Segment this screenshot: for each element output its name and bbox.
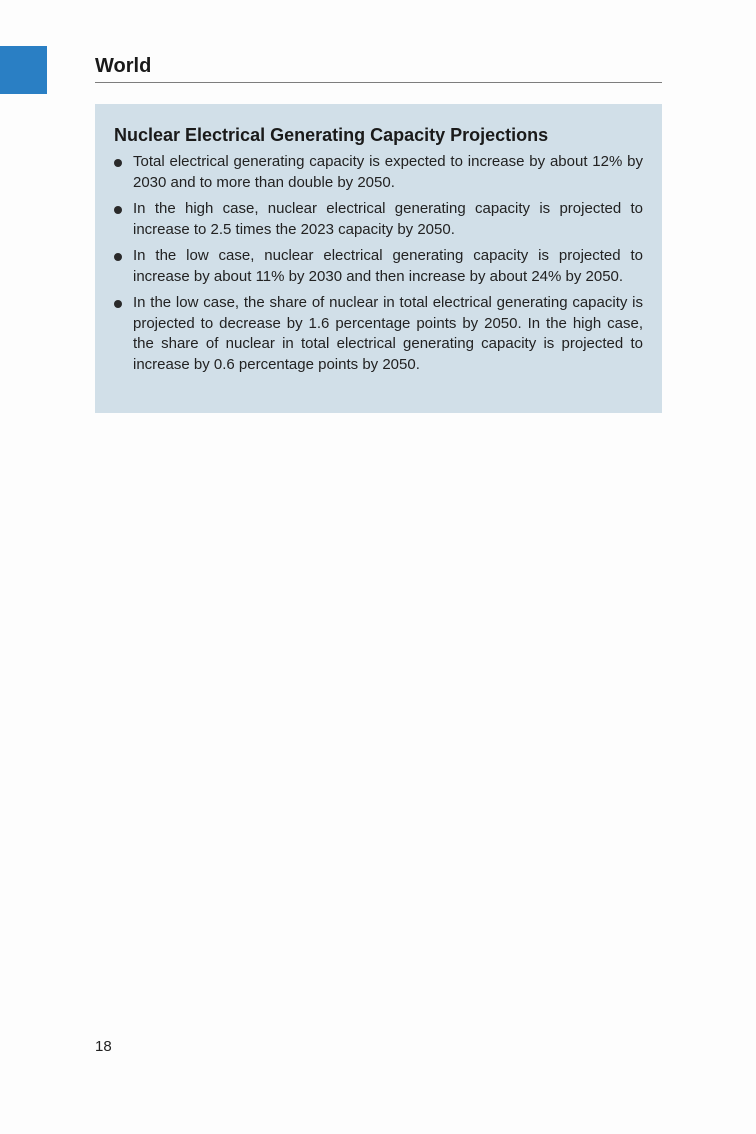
bullet-dot-icon	[114, 159, 122, 167]
bullet-list	[114, 152, 643, 375]
bullet-text: In the low case, the share of nuclear in total electrical generating capacity is projected to decrease by 1.6 percentage points by 2050. In the high case, the share of nuclear in total electrical generating capacity is projected to increase by 0.6 percentage points by 2050.	[133, 294, 643, 373]
bullet-dot-icon	[114, 253, 122, 261]
bullet-text: In the high case, nuclear electrical generating capacity is projected to increase to 2.5 times the 2023 capacity by 2050.	[133, 200, 643, 238]
section-title: World	[95, 55, 152, 77]
title-divider	[95, 82, 662, 83]
bullet-dot-icon	[114, 300, 122, 308]
bullet-item	[114, 293, 643, 375]
page-number: 18	[95, 1038, 112, 1055]
bullet-item	[114, 246, 643, 287]
bullet-dot-icon	[114, 206, 122, 214]
highlight-box	[95, 104, 662, 413]
bullet-item	[114, 152, 643, 193]
box-heading: Nuclear Electrical Generating Capacity Projections	[114, 125, 549, 145]
section-color-tab	[0, 46, 47, 94]
bullet-text: Total electrical generating capacity is expected to increase by about 12% by 2030 and to more than double by 2050.	[133, 153, 643, 191]
bullet-text: In the low case, nuclear electrical generating capacity is projected to increase by about 11% by 2030 and then increase by about 24% by 2050.	[133, 247, 643, 285]
bullet-item	[114, 199, 643, 240]
